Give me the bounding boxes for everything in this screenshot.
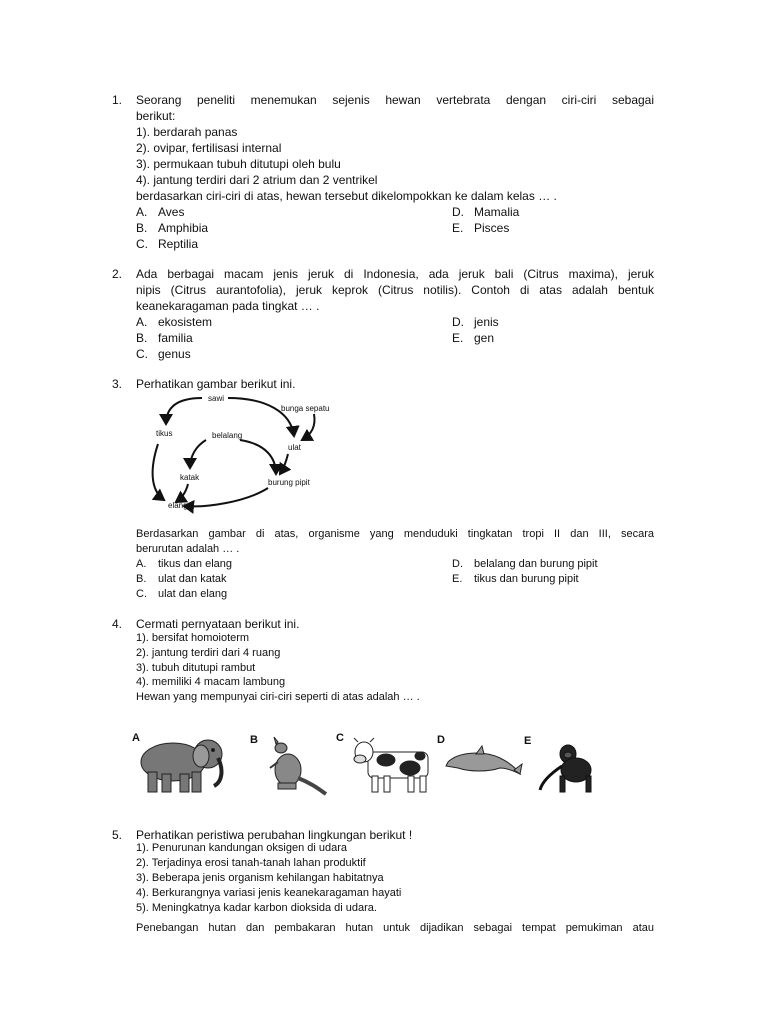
organism-ulat: ulat (288, 443, 301, 452)
q2-stem-line3: keanekaragaman pada tingkat … . (136, 299, 320, 313)
organism-katak: katak (180, 473, 200, 482)
option-text: Pisces (474, 221, 510, 235)
q4-item-2: 2). jantung terdiri dari 4 ruang (136, 647, 281, 659)
option-key: D. (452, 315, 464, 329)
animal-options-figure (128, 728, 598, 798)
arrow-belalang-burung (240, 440, 276, 474)
animal-label-c: C (336, 732, 344, 744)
q4-stem: Cermati pernyataan berikut ini. (136, 617, 300, 631)
q1-item-1: 1). berdarah panas (136, 125, 238, 139)
q1-item-4: 4). jantung terdiri dari 2 atrium dan 2 ventrikel (136, 173, 378, 187)
q3-option-a[interactable] (136, 558, 232, 570)
option-text: Amphibia (158, 221, 209, 235)
q1-option-b[interactable] (136, 221, 208, 235)
q5-item-5: 5). Meningkatnya kadar karbon dioksida di udara. (136, 902, 377, 914)
q4-item-4: 4). memiliki 4 macam lambung (136, 676, 286, 688)
organism-elang: elang (168, 501, 188, 510)
q5-item-2: 2). Terjadinya erosi tanah-tanah lahan produktif (136, 857, 366, 869)
q1-option-e[interactable] (452, 221, 509, 235)
q1-number: 1. (112, 93, 123, 107)
option-key: A. (136, 558, 147, 570)
option-key: E. (452, 573, 463, 585)
q3-number: 3. (112, 377, 123, 391)
q2-option-a[interactable] (136, 315, 212, 329)
q1-question: berdasarkan ciri-ciri di atas, hewan tersebut dikelompokkan ke dalam kelas … . (136, 189, 557, 203)
q5-item-3: 3). Beberapa jenis organism kehilangan habitatnya (136, 872, 384, 884)
q1-stem-line2: berikut: (136, 109, 176, 123)
option-text: tikus dan burung pipit (474, 573, 579, 585)
organism-bunga-sepatu: bunga sepatu (281, 404, 330, 413)
q5-item-4: 4). Berkurangnya variasi jenis keanekaragaman hayati (136, 887, 402, 899)
q5-question: Penebangan hutan dan pembakaran hutan untuk dijadikan sebagai tempat pemukiman atau (136, 922, 654, 934)
option-text: ulat dan katak (158, 573, 227, 585)
q1-option-d[interactable] (452, 205, 519, 219)
q2-stem-line1: Ada berbagai macam jenis jeruk di Indonesia, ada jeruk bali (Citrus maxima), jeruk (136, 267, 654, 281)
option-text: Mamalia (474, 205, 520, 219)
option-key: D. (452, 558, 463, 570)
arrow-bunga-ulat (302, 414, 315, 440)
option-text: Reptilia (158, 237, 199, 251)
option-key: C. (136, 347, 148, 361)
q3-option-e[interactable] (452, 573, 579, 585)
option-key: B. (136, 573, 147, 585)
arrow-ulat-burung (280, 454, 288, 474)
q2-option-b[interactable] (136, 331, 193, 345)
q3-question-line1: Berdasarkan gambar di atas, organisme yang menduduki tingkatan tropi II dan III, secara (136, 528, 654, 540)
organism-burung-pipit: burung pipit (268, 478, 310, 487)
q4-item-3: 3). tubuh ditutupi rambut (136, 662, 256, 674)
option-key: A. (136, 315, 148, 329)
option-text: familia (158, 331, 193, 345)
q2-option-d[interactable] (452, 315, 499, 329)
arrow-katak-elang (176, 484, 188, 502)
q3-option-c[interactable] (136, 588, 227, 600)
organism-sawi: sawi (208, 394, 225, 403)
arrow-sawi-tikus (166, 398, 202, 424)
option-text: tikus dan elang (158, 558, 232, 570)
q1-option-a[interactable] (136, 205, 184, 219)
q4-question: Hewan yang mempunyai ciri-ciri seperti di atas adalah … . (136, 691, 420, 703)
q3-stem: Perhatikan gambar berikut ini. (136, 377, 296, 391)
option-key: C. (136, 588, 147, 600)
kangaroo-icon (270, 737, 326, 794)
organism-tikus: tikus (156, 429, 173, 438)
q2-stem-line2: nipis (Citrus aurantofolia), jeruk keprok (Citrus notilis). Contoh di atas adalah bentuk (136, 283, 654, 297)
option-text: ekosistem (158, 315, 213, 329)
cow-icon (354, 738, 428, 792)
q3-question-line2: berurutan adalah … . (136, 543, 240, 555)
option-text: gen (474, 331, 495, 345)
animal-label-a: A (132, 732, 140, 744)
ape-icon (540, 745, 591, 792)
q5-stem: Perhatikan peristiwa perubahan lingkungan berikut ! (136, 828, 413, 842)
elephant-icon (141, 740, 222, 792)
animal-label-e: E (524, 735, 532, 747)
option-text: ulat dan elang (158, 588, 228, 600)
option-key: C. (136, 237, 148, 251)
q3-option-b[interactable] (136, 573, 227, 585)
arrow-belalang-katak (190, 440, 206, 468)
option-key: E. (452, 221, 464, 235)
q2-option-c[interactable] (136, 347, 191, 361)
food-web-diagram (136, 390, 366, 515)
option-key: B. (136, 221, 148, 235)
q4-item-1: 1). bersifat homoioterm (136, 632, 250, 644)
option-text: genus (158, 347, 191, 361)
option-key: E. (452, 331, 464, 345)
organism-belalang: belalang (212, 431, 243, 440)
q1-item-2: 2). ovipar, fertilisasi internal (136, 141, 282, 155)
arrow-tikus-elang (153, 444, 164, 500)
arrow-burung-elang (184, 488, 268, 506)
option-key: A. (136, 205, 148, 219)
animal-label-b: B (250, 734, 258, 746)
q5-item-1: 1). Penurunan kandungan oksigen di udara (136, 842, 347, 854)
option-text: jenis (474, 315, 499, 329)
q1-stem-line1: Seorang peneliti menemukan sejenis hewan vertebrata dengan ciri-ciri sebagai (136, 93, 654, 107)
q2-option-e[interactable] (452, 331, 494, 345)
option-text: Aves (158, 205, 185, 219)
q3-option-d[interactable] (452, 558, 598, 570)
option-key: D. (452, 205, 464, 219)
animal-label-d: D (437, 734, 445, 746)
option-key: B. (136, 331, 148, 345)
q1-item-3: 3). permukaan tubuh ditutupi oleh bulu (136, 157, 341, 171)
dolphin-icon (446, 746, 522, 774)
q4-number: 4. (112, 617, 123, 631)
option-text: belalang dan burung pipit (474, 558, 598, 570)
q1-option-c[interactable] (136, 237, 198, 251)
q2-number: 2. (112, 267, 123, 281)
q5-number: 5. (112, 828, 123, 842)
